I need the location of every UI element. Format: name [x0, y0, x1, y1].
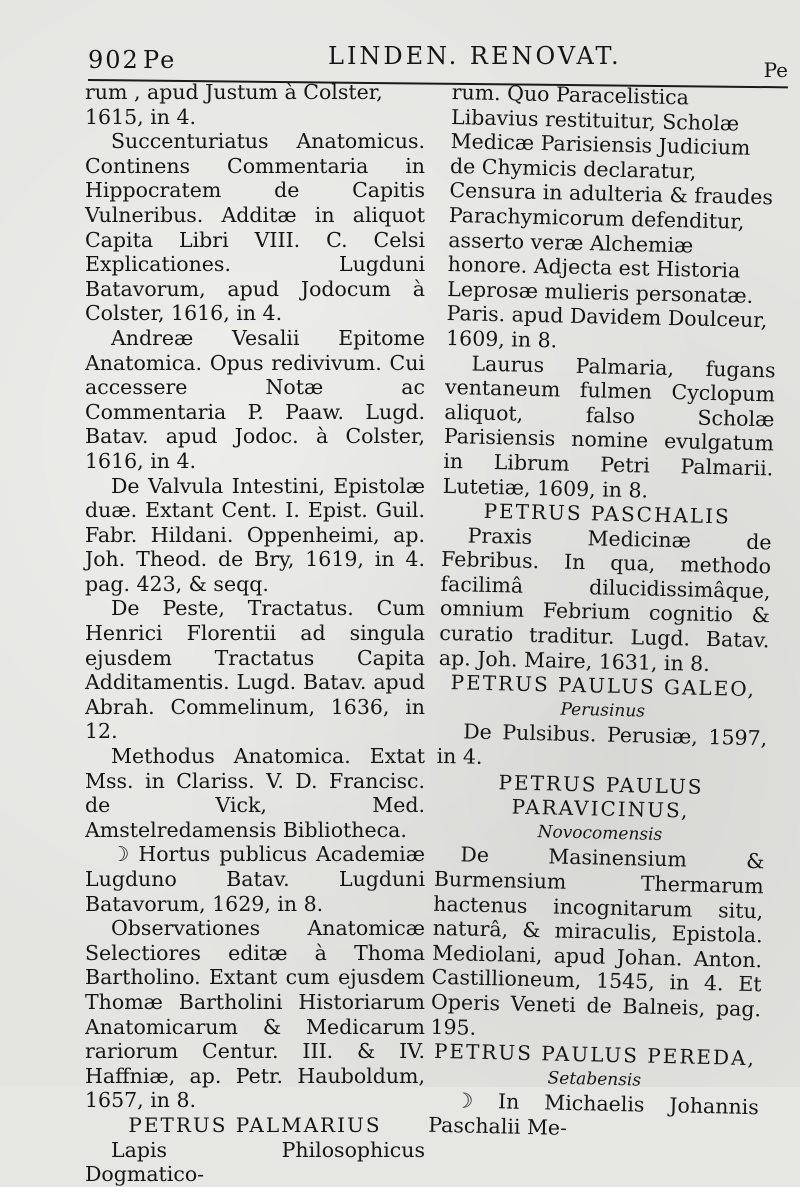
entry-hortus-publicus: ☽ Hortus publicus Academiæ Lugduno Batav. Lugduni Batavorum, 1629, in 8.: [85, 842, 425, 916]
entry-lapis-philosophicus: Lapis Philosophicus Dogmatico-: [85, 1137, 425, 1187]
entry-praxis-medicinae: Praxis Medicinæ de Febribus. In qua, methodo facilimâ dilucidissimâque, omnium Febrium cognitio & curatio traditur. Lugd. Batav. ap. Joh. Maire, 1631, in 8.: [438, 523, 772, 676]
author-heading-pereda: PETRUS PAULUS PEREDA,: [433, 1039, 757, 1071]
entry-de-masinensium: De Masinensium & Burmensium Thermarum hactenus incognitarum situ, naturâ, & miraculis, Epistola. Mediolani, apud Johan. Anton. Castillioneum, 1545, in 4. Et Operis Veneti de Balneis, pag. 195.: [430, 842, 765, 1040]
page-number: 902: [88, 46, 140, 74]
entry-methodus-anatomica: Methodus Anatomica. Extat Mss. in Clariss. V. D. Francisc. de Vick, Med. Amstelredamensis Bibliotheca.: [85, 744, 425, 842]
author-origin-pereda: Setabensis: [547, 1068, 642, 1091]
entry-de-peste: De Peste, Tractatus. Cum Henrici Florentii ad singula ejusdem Tractatus Capita Additamentis. Lugd. Batav. apud Abrah. Commelinum, 1636, in 12.: [85, 596, 425, 744]
author-heading-paravicinus: PETRUS PAULUS PARAVICINUS,: [498, 769, 704, 823]
header-left-marker: Pe: [143, 46, 177, 74]
entry-continuation-right: rum. Quo Paracelistica Libavius restituitur, Scholæ Medicæ Parisiensis Judicium de Chymicis declaratur, Censura in adulteria & fraudes Parachymicorum defenditur, asserto veræ Alchemiæ honore. Adjecta est Historia Leprosæ mulieris personatæ. Paris. apud Davidem Doulceur, 1609, in 8.: [445, 80, 774, 353]
author-heading-paschalis: PETRUS PASCHALIS: [483, 498, 732, 529]
running-title: LINDEN. RENOVAT.: [328, 42, 622, 70]
author-heading-galeo: PETRUS PAULUS GALEO,: [450, 670, 757, 702]
left-column: [85, 80, 425, 1187]
entry-observationes: Observationes Anatomicæ Selectiores editæ à Thoma Bartholino. Extant cum ejusdem Thomæ Bartholini Historiarum Anatomicarum & Medicarum rariorum Centur. III. & IV. Haffniæ, ap. Petr. Hauboldum, 1657, in 8.: [85, 916, 425, 1113]
entry-vesalii-epitome: Andreæ Vesalii Epitome Anatomica. Opus redivivum. Cui accessere Notæ ac Commentaria P. Paaw. Lugd. Batav. apud Jodoc. à Colster, 1616, in 4.: [85, 325, 425, 473]
entry-in-michaelis: ☽ In Michaelis Johannis Paschalii Me-: [428, 1088, 760, 1140]
author-heading-palmarius: PETRUS PALMARIUS: [128, 1112, 382, 1137]
running-header: [88, 42, 788, 82]
entry-continuation: rum , apud Justum à Colster, 1615, in 4.: [85, 80, 383, 129]
entry-laurus-palmaria: Laurus Palmaria, fugans ventaneum fulmen Cyclopum aliquot, falso Scholæ Parisiensis nomine evulgatum in Librum Petri Palmarii. Lutetiæ, 1609, in 8.: [442, 351, 776, 503]
entry-de-pulsibus: De Pulsibus. Perusiæ, 1597, in 4.: [436, 719, 768, 769]
author-origin-paravicinus: Novocomensis: [537, 821, 663, 845]
header-right-marker: Pe: [763, 58, 788, 82]
right-column: [428, 80, 782, 1145]
author-origin-galeo: Perusinus: [560, 699, 646, 722]
entry-succenturiatus: Succenturiatus Anatomicus. Continens Commentaria in Hippocratem de Capitis Vulneribus. Additæ in aliquot Capita Libri VIII. C. Celsi Explicationes. Lugduni Batavorum, apud Jodocum à Colster, 1616, in 4.: [85, 129, 425, 326]
entry-valvula-intestini: De Valvula Intestini, Epistolæ duæ. Extant Cent. I. Epist. Guil. Fabr. Hildani. Oppenheimi, ap. Joh. Theod. de Bry, 1619, in 4. pag. 423, & seqq.: [85, 473, 425, 596]
